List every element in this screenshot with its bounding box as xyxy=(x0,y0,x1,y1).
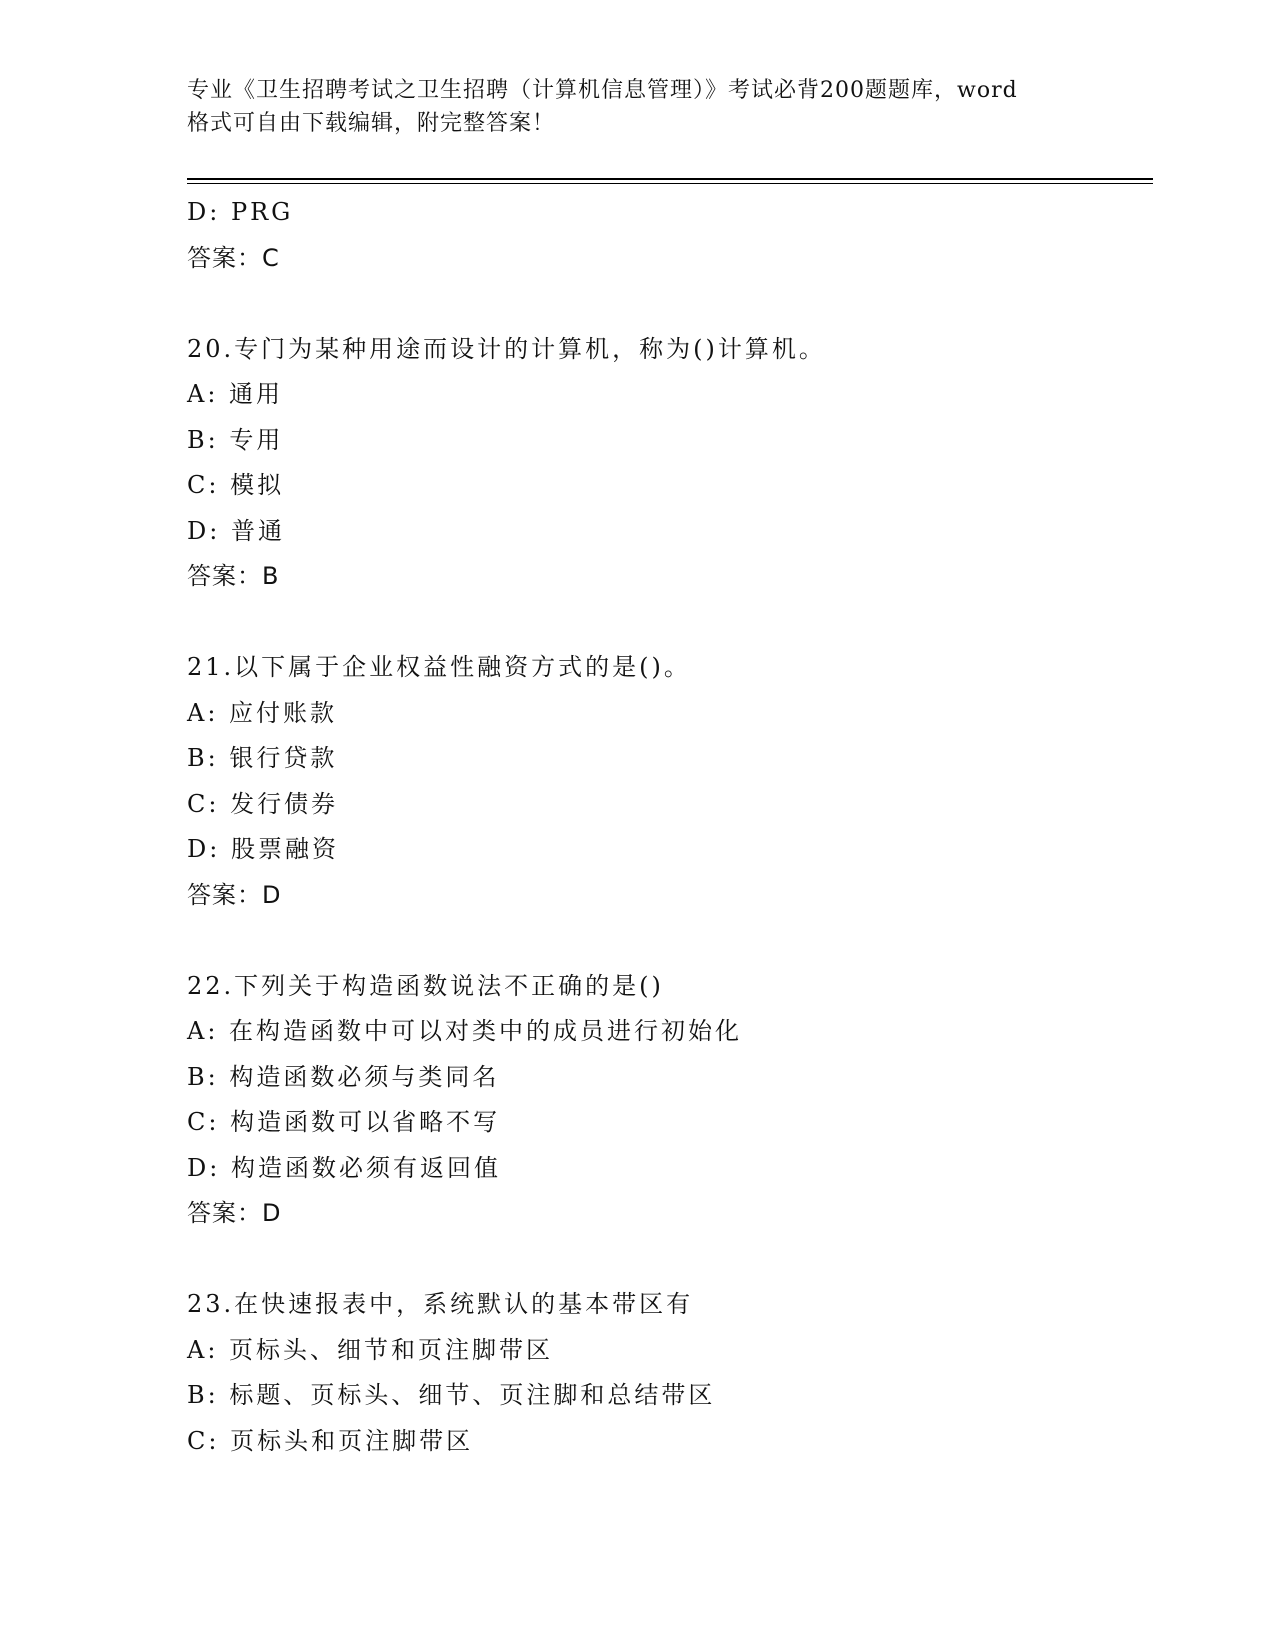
header-line-1: 专业《卫生招聘考试之卫生招聘（计算机信息管理）》考试必背200题题库，word xyxy=(187,78,1018,103)
question-20 xyxy=(187,327,1137,600)
header-line-2: 格式可自由下载编辑，附完整答案！ xyxy=(187,111,556,136)
option-d: D: PRG xyxy=(187,198,294,226)
question-22 xyxy=(187,964,1137,1237)
question-list xyxy=(187,190,1137,1464)
spacer xyxy=(187,281,1137,327)
option-d: D: 普通 xyxy=(187,516,285,545)
spacer xyxy=(187,600,1137,646)
option-d: D: 构造函数必须有返回值 xyxy=(187,1153,501,1182)
option-b: B: 标题、页标头、细节、页注脚和总结带区 xyxy=(187,1381,716,1409)
option-c: C: 构造函数可以省略不写 xyxy=(187,1108,501,1136)
question-stem: 22.下列关于构造函数说法不正确的是() xyxy=(187,971,664,1000)
spacer xyxy=(187,918,1137,964)
spacer xyxy=(187,1237,1137,1283)
header-divider-thin xyxy=(187,183,1153,184)
option-d: D: 股票融资 xyxy=(187,835,339,863)
option-c: C: 模拟 xyxy=(187,471,285,499)
option-a: A: 页标头、细节和页注脚带区 xyxy=(187,1335,554,1364)
answer-line: 答案：D xyxy=(187,1199,282,1227)
option-c: C: 页标头和页注脚带区 xyxy=(187,1426,474,1455)
option-b: B: 银行贷款 xyxy=(187,744,338,772)
header-divider-thick xyxy=(187,178,1153,180)
question-23 xyxy=(187,1282,1137,1464)
document-header xyxy=(187,74,1087,140)
answer-line: 答案：C xyxy=(187,243,280,272)
question-21 xyxy=(187,645,1137,918)
question-stem: 21.以下属于企业权益性融资方式的是()。 xyxy=(187,653,691,681)
question-stem: 20.专门为某种用途而设计的计算机，称为()计算机。 xyxy=(187,334,826,363)
option-a: A: 应付账款 xyxy=(187,698,338,727)
question-stem: 23.在快速报表中，系统默认的基本带区有 xyxy=(187,1290,694,1318)
option-a: A: 通用 xyxy=(187,380,284,408)
answer-line: 答案：D xyxy=(187,880,282,909)
answer-line: 答案：B xyxy=(187,562,280,590)
option-b: B: 构造函数必须与类同名 xyxy=(187,1062,500,1091)
option-c: C: 发行债券 xyxy=(187,789,339,818)
option-a: A: 在构造函数中可以对类中的成员进行初始化 xyxy=(187,1017,743,1045)
option-b: B: 专用 xyxy=(187,425,284,454)
